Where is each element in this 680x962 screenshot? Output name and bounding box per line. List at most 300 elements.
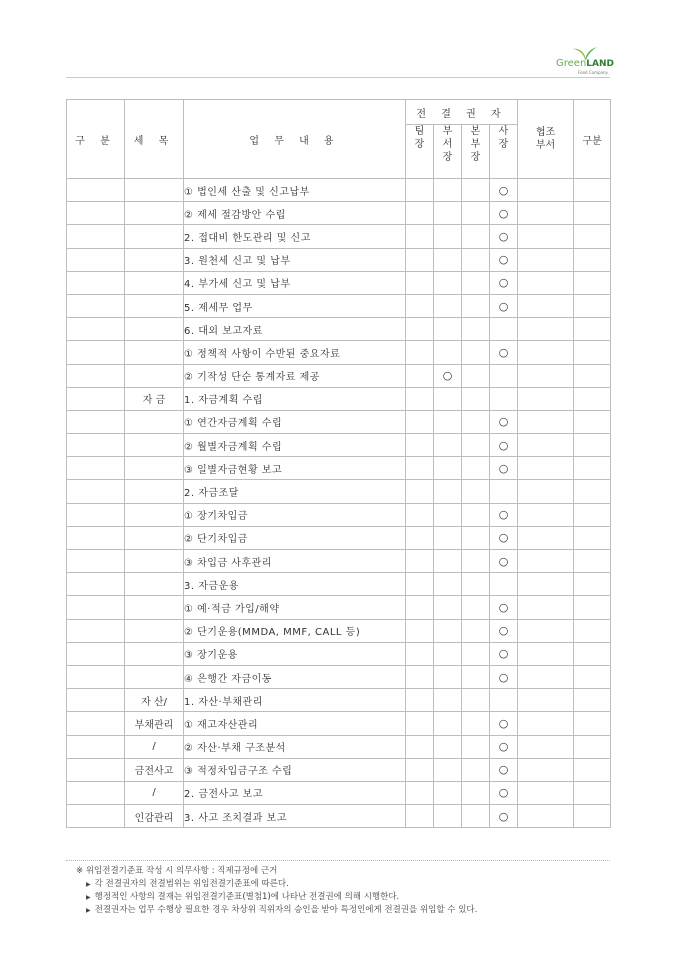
authority-cell <box>434 202 462 225</box>
cooperation-cell <box>518 642 574 665</box>
authority-cell <box>434 781 462 804</box>
remark-cell <box>574 318 611 341</box>
authority-cell <box>462 364 490 387</box>
remark-cell <box>574 179 611 202</box>
category-cell <box>67 526 125 549</box>
detail-cell: / <box>125 735 184 758</box>
authority-cell: ○ <box>490 341 518 364</box>
authority-cell <box>462 805 490 828</box>
detail-cell <box>125 318 184 341</box>
arrow-icon: ▶ <box>86 907 91 914</box>
cooperation-cell <box>518 689 574 712</box>
authority-cell: ○ <box>490 271 518 294</box>
authority-cell <box>406 573 434 596</box>
header-cooperation: 협조 부서 <box>518 100 574 179</box>
authority-cell <box>434 596 462 619</box>
detail-cell <box>125 271 184 294</box>
category-cell <box>67 642 125 665</box>
authority-cell <box>462 248 490 271</box>
authority-cell <box>406 689 434 712</box>
detail-cell: 자 산/ <box>125 689 184 712</box>
authority-cell <box>462 457 490 480</box>
note-text: 전결권자는 업무 수행상 필요한 경우 차상위 직위자의 승인을 받아 특정인에게 전결권을 위임할 수 있다. <box>94 905 478 915</box>
authority-cell <box>434 573 462 596</box>
cooperation-cell <box>518 526 574 549</box>
table-row <box>67 689 611 712</box>
category-cell <box>67 364 125 387</box>
authority-cell <box>490 480 518 503</box>
task-cell: ④ 은행간 자금이동 <box>184 665 406 688</box>
table-row <box>67 781 611 804</box>
table-row <box>67 318 611 341</box>
task-cell: ③ 장기운용 <box>184 642 406 665</box>
task-cell: 2. 접대비 한도관리 및 신고 <box>184 225 406 248</box>
task-cell: ① 정책적 사항이 수반된 중요자료 <box>184 341 406 364</box>
authority-cell <box>434 550 462 573</box>
authority-cell <box>434 642 462 665</box>
authority-cell <box>462 271 490 294</box>
authority-cell <box>406 712 434 735</box>
cooperation-cell <box>518 225 574 248</box>
table-row <box>67 225 611 248</box>
category-cell <box>67 480 125 503</box>
task-cell: ③ 적정차입금구조 수립 <box>184 758 406 781</box>
header-president <box>490 125 518 179</box>
cooperation-cell <box>518 781 574 804</box>
authority-cell <box>406 294 434 317</box>
authority-cell: ○ <box>490 596 518 619</box>
cooperation-cell <box>518 503 574 526</box>
authority-cell <box>434 526 462 549</box>
table-row <box>67 758 611 781</box>
authority-cell <box>434 689 462 712</box>
footer-divider <box>66 860 610 861</box>
task-cell: ① 재고자산관리 <box>184 712 406 735</box>
task-cell: 3. 사고 조치결과 보고 <box>184 805 406 828</box>
authority-cell <box>406 434 434 457</box>
note-item <box>76 891 477 904</box>
header-dept-head <box>434 125 462 179</box>
arrow-icon: ▶ <box>86 894 91 901</box>
authority-cell: ○ <box>490 619 518 642</box>
task-cell: 2. 금전사고 보고 <box>184 781 406 804</box>
authority-cell <box>462 712 490 735</box>
authority-cell <box>406 758 434 781</box>
cooperation-cell <box>518 735 574 758</box>
task-cell: 3. 원천세 신고 및 납부 <box>184 248 406 271</box>
authority-cell: ○ <box>490 712 518 735</box>
remark-cell <box>574 434 611 457</box>
category-cell <box>67 712 125 735</box>
authority-cell: ○ <box>490 248 518 271</box>
authority-cell <box>434 665 462 688</box>
authority-cell <box>434 457 462 480</box>
authority-cell <box>434 225 462 248</box>
authority-cell: ○ <box>490 434 518 457</box>
category-cell <box>67 457 125 480</box>
task-cell: ③ 일별자금현황 보고 <box>184 457 406 480</box>
authority-cell <box>434 735 462 758</box>
authority-cell <box>434 712 462 735</box>
header-team-text: 팀 장 <box>414 126 425 150</box>
remark-cell <box>574 387 611 410</box>
task-cell: 2. 자금조달 <box>184 480 406 503</box>
detail-cell: 자 금 <box>125 387 184 410</box>
authority-cell <box>434 805 462 828</box>
detail-cell <box>125 665 184 688</box>
authority-cell <box>406 318 434 341</box>
authority-cell <box>462 318 490 341</box>
authority-cell <box>462 596 490 619</box>
category-cell <box>67 689 125 712</box>
header-task: 업 무 내 용 <box>184 100 406 179</box>
authority-cell: ○ <box>490 526 518 549</box>
table-row <box>67 248 611 271</box>
authority-cell <box>490 318 518 341</box>
header-hq-text: 본 부 장 <box>470 126 481 163</box>
header-dept-text: 부 서 장 <box>442 126 453 163</box>
detail-cell <box>125 179 184 202</box>
cooperation-cell <box>518 550 574 573</box>
authority-cell <box>462 410 490 433</box>
authority-cell <box>434 318 462 341</box>
authority-cell <box>462 758 490 781</box>
authority-cell <box>462 179 490 202</box>
table-row <box>67 503 611 526</box>
note-text: 행정적인 사항의 결재는 위임전결기준표(별첨1)에 나타난 전결권에 의해 시행한다. <box>94 892 400 902</box>
authority-cell <box>462 294 490 317</box>
detail-cell <box>125 248 184 271</box>
task-cell: ① 장기차입금 <box>184 503 406 526</box>
table-row <box>67 712 611 735</box>
remark-cell <box>574 225 611 248</box>
authority-cell <box>490 364 518 387</box>
task-cell: 4. 부가세 신고 및 납부 <box>184 271 406 294</box>
authority-cell <box>406 480 434 503</box>
authority-cell <box>434 294 462 317</box>
table-row <box>67 202 611 225</box>
task-cell: 3. 자금운용 <box>184 573 406 596</box>
authority-cell <box>490 573 518 596</box>
remark-cell <box>574 294 611 317</box>
detail-cell <box>125 457 184 480</box>
category-cell <box>67 805 125 828</box>
arrow-icon: ▶ <box>86 881 91 888</box>
authority-cell <box>490 689 518 712</box>
category-cell <box>67 573 125 596</box>
authority-cell <box>434 619 462 642</box>
task-cell: ② 자산·부채 구조분석 <box>184 735 406 758</box>
table-row <box>67 364 611 387</box>
table-row <box>67 271 611 294</box>
cooperation-cell <box>518 387 574 410</box>
authority-cell <box>406 642 434 665</box>
remark-cell <box>574 758 611 781</box>
header-remark: 구분 <box>574 100 611 179</box>
task-cell: ② 기작성 단순 통계자료 제공 <box>184 364 406 387</box>
detail-cell <box>125 619 184 642</box>
authority-cell <box>406 410 434 433</box>
authority-cell: ○ <box>490 758 518 781</box>
category-cell <box>67 619 125 642</box>
remark-cell <box>574 503 611 526</box>
header-team-leader <box>406 125 434 179</box>
detail-cell: 금전사고 <box>125 758 184 781</box>
authority-cell <box>462 387 490 410</box>
table-body <box>67 179 611 828</box>
note-item <box>76 904 477 917</box>
logo-subtitle: Food Company <box>578 70 608 75</box>
category-cell <box>67 202 125 225</box>
authority-cell <box>434 271 462 294</box>
authority-cell <box>434 410 462 433</box>
authority-cell <box>462 665 490 688</box>
table-row <box>67 642 611 665</box>
remark-cell <box>574 271 611 294</box>
task-cell: ① 법인세 산출 및 신고납부 <box>184 179 406 202</box>
authority-cell <box>406 781 434 804</box>
cooperation-cell <box>518 665 574 688</box>
detail-cell <box>125 202 184 225</box>
authority-cell <box>434 387 462 410</box>
task-cell: 1. 자산·부채관리 <box>184 689 406 712</box>
authority-cell: ○ <box>490 225 518 248</box>
table-row <box>67 619 611 642</box>
authority-cell <box>406 457 434 480</box>
authority-cell: ○ <box>490 503 518 526</box>
authority-cell <box>406 665 434 688</box>
detail-cell <box>125 573 184 596</box>
remark-cell <box>574 526 611 549</box>
authority-cell <box>406 526 434 549</box>
authority-cell <box>462 550 490 573</box>
task-cell: ② 단기차입금 <box>184 526 406 549</box>
authority-cell <box>462 202 490 225</box>
authority-cell <box>406 271 434 294</box>
task-cell: ② 월별자금계획 수립 <box>184 434 406 457</box>
header-category: 구 분 <box>67 100 125 179</box>
authority-cell: ○ <box>490 550 518 573</box>
remark-cell <box>574 665 611 688</box>
authority-cell <box>462 503 490 526</box>
remark-cell <box>574 805 611 828</box>
cooperation-cell <box>518 410 574 433</box>
remark-cell <box>574 619 611 642</box>
detail-cell: 인감관리 <box>125 805 184 828</box>
category-cell <box>67 550 125 573</box>
authority-cell: ○ <box>490 410 518 433</box>
remark-cell <box>574 642 611 665</box>
authority-cell <box>406 503 434 526</box>
authority-cell: ○ <box>490 805 518 828</box>
cooperation-cell <box>518 294 574 317</box>
remark-cell <box>574 573 611 596</box>
authority-cell <box>434 480 462 503</box>
table-row <box>67 294 611 317</box>
table-row <box>67 457 611 480</box>
table-row <box>67 735 611 758</box>
authority-cell <box>406 735 434 758</box>
table-row <box>67 387 611 410</box>
cooperation-cell <box>518 341 574 364</box>
authority-cell <box>462 735 490 758</box>
detail-cell <box>125 364 184 387</box>
authority-cell: ○ <box>490 202 518 225</box>
notes-section <box>76 865 477 917</box>
table-row <box>67 341 611 364</box>
authority-cell <box>462 526 490 549</box>
category-cell <box>67 781 125 804</box>
category-cell <box>67 318 125 341</box>
cooperation-cell <box>518 364 574 387</box>
detail-cell <box>125 480 184 503</box>
cooperation-cell <box>518 179 574 202</box>
task-cell: ① 연간자금계획 수립 <box>184 410 406 433</box>
detail-cell <box>125 642 184 665</box>
authority-cell <box>462 781 490 804</box>
detail-cell <box>125 503 184 526</box>
cooperation-cell <box>518 619 574 642</box>
header-detail: 세 목 <box>125 100 184 179</box>
authority-cell <box>406 341 434 364</box>
detail-cell <box>125 410 184 433</box>
authority-cell <box>406 619 434 642</box>
authority-cell <box>434 248 462 271</box>
cooperation-cell <box>518 712 574 735</box>
category-cell <box>67 735 125 758</box>
header-president-text: 사 장 <box>498 126 509 150</box>
cooperation-cell <box>518 758 574 781</box>
detail-cell <box>125 596 184 619</box>
table-row <box>67 410 611 433</box>
task-cell: ② 단기운용(MMDA, MMF, CALL 등) <box>184 619 406 642</box>
authority-cell <box>406 805 434 828</box>
remark-cell <box>574 689 611 712</box>
authority-cell <box>434 503 462 526</box>
remark-cell <box>574 596 611 619</box>
category-cell <box>67 410 125 433</box>
authority-cell: ○ <box>490 457 518 480</box>
authority-cell <box>406 364 434 387</box>
detail-cell <box>125 225 184 248</box>
header-hq-head <box>462 125 490 179</box>
company-logo <box>552 46 616 76</box>
category-cell <box>67 341 125 364</box>
authority-cell <box>434 758 462 781</box>
authority-cell <box>406 387 434 410</box>
category-cell <box>67 179 125 202</box>
authority-cell <box>434 434 462 457</box>
remark-cell <box>574 341 611 364</box>
task-cell: 6. 대외 보고자료 <box>184 318 406 341</box>
table-row <box>67 179 611 202</box>
category-cell <box>67 758 125 781</box>
authority-cell <box>490 387 518 410</box>
table-row <box>67 596 611 619</box>
task-cell: ② 제세 절감방안 수립 <box>184 202 406 225</box>
cooperation-cell <box>518 248 574 271</box>
remark-cell <box>574 457 611 480</box>
authority-cell: ○ <box>490 294 518 317</box>
task-cell: 5. 제세무 업무 <box>184 294 406 317</box>
authority-cell <box>462 341 490 364</box>
note-item <box>76 878 477 891</box>
category-cell <box>67 294 125 317</box>
task-cell: ① 예·적금 가입/해약 <box>184 596 406 619</box>
authority-cell: ○ <box>490 735 518 758</box>
detail-cell <box>125 294 184 317</box>
cooperation-cell <box>518 805 574 828</box>
remark-cell <box>574 364 611 387</box>
authority-cell: ○ <box>490 781 518 804</box>
category-cell <box>67 271 125 294</box>
note-text: 각 전결권자의 전결범위는 위임전결기준표에 따른다. <box>94 879 289 889</box>
table-row <box>67 550 611 573</box>
authority-cell <box>406 179 434 202</box>
task-cell: ③ 차입금 사후관리 <box>184 550 406 573</box>
remark-cell <box>574 248 611 271</box>
authority-cell <box>406 225 434 248</box>
remark-cell <box>574 735 611 758</box>
header-divider <box>66 77 610 78</box>
remark-cell <box>574 781 611 804</box>
authority-cell <box>462 619 490 642</box>
cooperation-cell <box>518 318 574 341</box>
cooperation-cell <box>518 457 574 480</box>
notes-title: ※ 위임전결기준표 작성 시 의무사항 : 직제규정에 근거 <box>76 866 278 876</box>
approval-authority-table <box>66 99 611 828</box>
category-cell <box>67 387 125 410</box>
cooperation-cell <box>518 596 574 619</box>
table-row <box>67 480 611 503</box>
detail-cell <box>125 526 184 549</box>
authority-cell <box>462 573 490 596</box>
category-cell <box>67 665 125 688</box>
category-cell <box>67 225 125 248</box>
table-row <box>67 805 611 828</box>
logo-wordmark: GreenLAND <box>556 58 614 69</box>
authority-cell <box>462 642 490 665</box>
cooperation-cell <box>518 434 574 457</box>
authority-cell <box>406 550 434 573</box>
remark-cell <box>574 550 611 573</box>
authority-cell <box>462 480 490 503</box>
detail-cell <box>125 550 184 573</box>
authority-cell <box>406 202 434 225</box>
task-cell: 1. 자금계획 수립 <box>184 387 406 410</box>
remark-cell <box>574 712 611 735</box>
detail-cell <box>125 434 184 457</box>
category-cell <box>67 434 125 457</box>
authority-cell <box>462 225 490 248</box>
table-row <box>67 665 611 688</box>
category-cell <box>67 596 125 619</box>
category-cell <box>67 248 125 271</box>
remark-cell <box>574 202 611 225</box>
detail-cell: 부채관리 <box>125 712 184 735</box>
category-cell <box>67 503 125 526</box>
cooperation-cell <box>518 573 574 596</box>
remark-cell <box>574 480 611 503</box>
authority-cell <box>462 434 490 457</box>
authority-cell <box>406 596 434 619</box>
remark-cell <box>574 410 611 433</box>
table-row <box>67 526 611 549</box>
authority-cell: ○ <box>490 642 518 665</box>
cooperation-cell <box>518 202 574 225</box>
authority-cell <box>434 179 462 202</box>
header-authority: 전 결 권 자 <box>406 100 518 125</box>
